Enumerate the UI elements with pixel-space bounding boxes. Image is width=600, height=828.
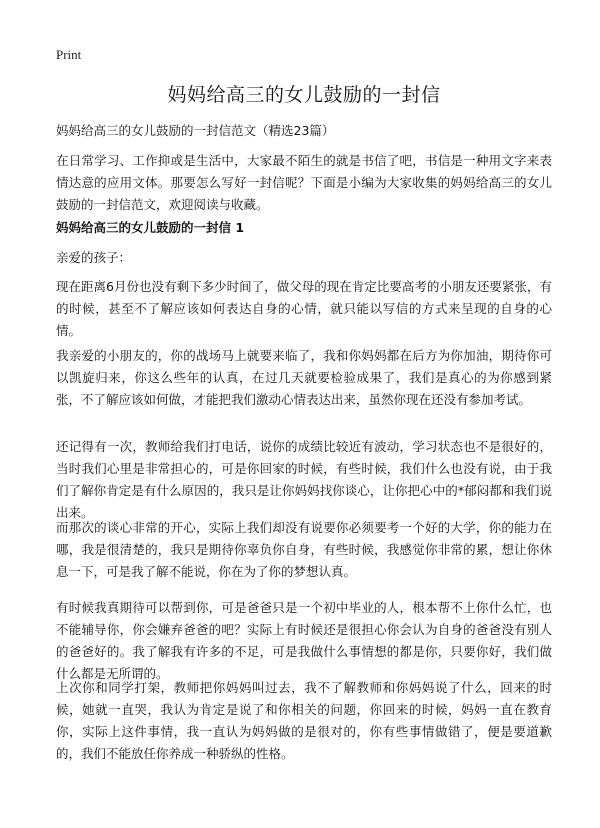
section-heading: 妈妈给高三的女儿鼓励的一封信 1 xyxy=(56,220,245,235)
print-link[interactable]: Print xyxy=(56,47,82,62)
body-paragraph-1: 现在距离6月份也没有剩下多少时间了，做父母的现在肯定比要高考的小朋友还要紧张，有的时候，甚至不了解应该如何表达自身的心情，就只能以写信的方式来呈现的自身的心情。 xyxy=(56,279,552,338)
subtitle: 妈妈给高三的女儿鼓励的一封信范文（精选23篇） xyxy=(56,123,335,138)
intro-paragraph: 在日常学习、工作抑或是生活中，大家最不陌生的就是书信了吧，书信是一种用文字来表情达意的应用文体。那要怎么写好一封信呢？下面是小编为大家收集的妈妈给高三的女儿鼓励的一封信范文，欢迎阅读与收藏。 xyxy=(56,153,552,212)
body-paragraph-5: 有时候我真期待可以帮到你，可是爸爸只是一个初中毕业的人，根本帮不上你什么忙，也不能辅导你，你会嫌弃爸爸的吧？实际上有时候还是很担心你会认为自身的爸爸没有别人的爸爸好的。我了解我有许多的不足，可是我做什么事情想的都是你，只要你好，我们做什么都是无所谓的。 xyxy=(56,600,552,681)
body-paragraph-6: 上次你和同学打架，教师把你妈妈叫过去，我不了解教师和你妈妈说了什么，回来的时候，她就一直哭，我认为肯定是说了和你相关的问题，你回来的时候，妈妈一直在教育你，实际上这件事情，我一直认为妈妈做的是很对的，你有些事情做错了，便是要道歉的，我们不能放任你养成一种骄纵的性格。 xyxy=(56,680,552,761)
body-paragraph-2: 我亲爱的小朋友的，你的战场马上就要来临了，我和你妈妈都在后方为你加油，期待你可以凯旋归来，你这么些年的认真，在过几天就要检验成果了，我们是真心的为你感到紧张，不了解应该如何做，才能把我们激动心情表达出来，虽然你现在还没有参加考试。 xyxy=(56,348,552,407)
page-title: 妈妈给高三的女儿鼓励的一封信 xyxy=(167,84,441,106)
body-paragraph-4: 而那次的谈心非常的开心，实际上我们却没有说要你必须要考一个好的大学，你的能力在哪，我是很清楚的，我只是期待你辜负你自身，有些时候，我感觉你非常的累，想让你休息一下，可是我了解不能说，你在为了你的梦想认真。 xyxy=(56,520,552,579)
body-paragraph-3: 还记得有一次，教师给我们打电话，说你的成绩比较近有波动，学习状态也不是很好的，当时我们心里是非常担心的，可是你回家的时候，有些时候，我们什么也没有说，由于我们了解你肯定是有什么原因的，我只是让你妈妈找你谈心，让你把心中的*郁闷都和我们说出来。 xyxy=(56,439,552,520)
greeting: 亲爱的孩子： xyxy=(56,250,132,265)
